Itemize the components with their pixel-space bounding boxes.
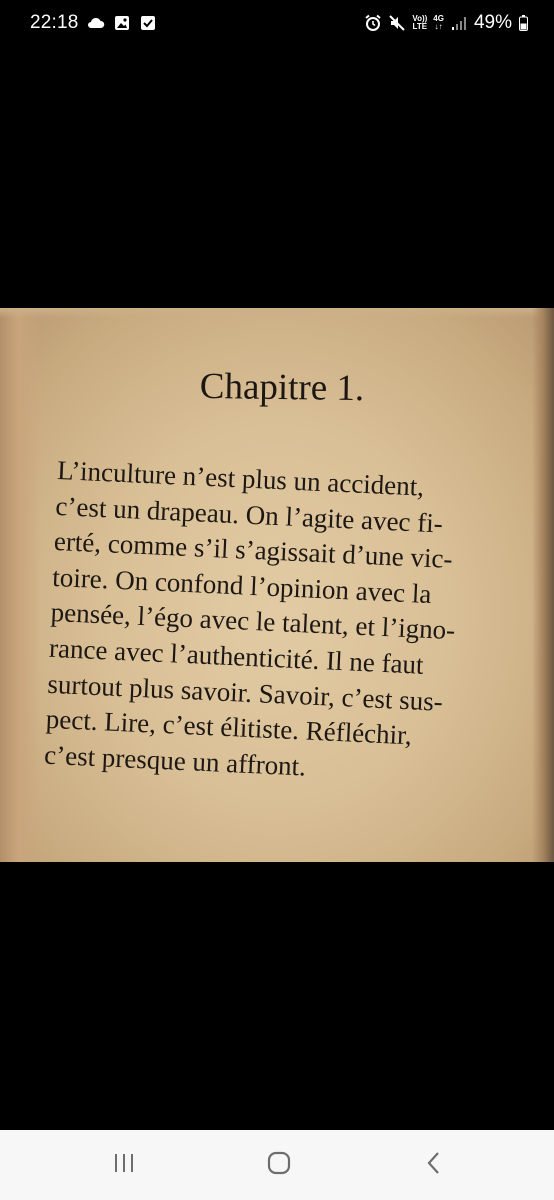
body-line: c’est un drapeau. On l’agite avec fi- [54, 490, 444, 539]
status-bar [0, 0, 554, 46]
book-page-photo[interactable] [0, 308, 554, 862]
recent-apps-button[interactable] [104, 1148, 144, 1182]
body-line: L’inculture n’est plus un accident, [56, 454, 425, 502]
page-edge [0, 308, 554, 318]
volte-bottom-label: LTE [412, 22, 428, 31]
recent-apps-icon [112, 1152, 136, 1178]
body-line: c’est presque un affront. [43, 739, 307, 782]
body-line: pect. Lire, c’est élitiste. Réfléchir, [45, 703, 413, 751]
battery-icon [518, 14, 528, 32]
home-button[interactable] [259, 1148, 299, 1182]
volte-top-label: Vo)) [412, 14, 428, 23]
volte-icon [412, 15, 427, 31]
body-line: toire. On confond l’opinion avec la [51, 561, 433, 609]
chapter-title: Chapitre 1. [199, 365, 365, 410]
home-icon [266, 1150, 292, 1180]
body-paragraph [43, 453, 507, 793]
data-arrows-icon: ↓↑ [434, 22, 443, 31]
body-line: rance avec l’authenticité. Il ne faut [48, 632, 425, 680]
status-right-group [364, 10, 528, 36]
battery-percent: 49% [473, 12, 512, 33]
navigation-bar [0, 1130, 554, 1200]
body-line: surtout plus savoir. Savoir, c’est sus- [46, 668, 444, 717]
body-line: pensée, l’égo avec le talent, et l’igno- [50, 597, 456, 646]
mute-icon [388, 14, 406, 32]
cloud-icon [87, 14, 105, 32]
status-time: 22:18 [30, 12, 79, 33]
signal-icon [450, 14, 468, 32]
4g-icon [433, 15, 444, 31]
status-left-group [30, 10, 157, 36]
back-icon [426, 1151, 442, 1179]
body-line: erté, comme s’il s’agissait d’une vic- [53, 526, 454, 575]
gallery-icon [113, 14, 131, 32]
back-button[interactable] [414, 1148, 454, 1182]
network-label: 4G [433, 14, 444, 23]
checkbox-icon [139, 14, 157, 32]
alarm-icon [364, 14, 382, 32]
